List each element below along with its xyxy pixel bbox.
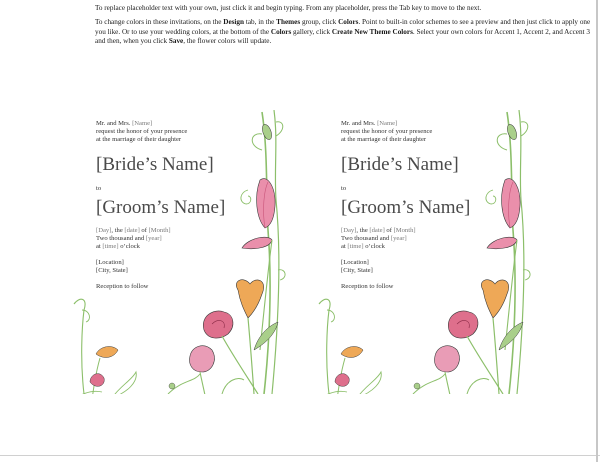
host-prefix: Mr. and Mrs. (96, 120, 133, 127)
bride-name-placeholder[interactable]: [Bride’s Name] (341, 154, 459, 175)
day-placeholder[interactable]: [Day] (96, 227, 112, 234)
page-bottom-margin (0, 394, 600, 462)
time-text: at (341, 243, 348, 250)
instr-text: tab, in the (244, 18, 277, 27)
invitation-card-right (317, 110, 537, 400)
instr-text: To change colors in these invitations, on the (95, 18, 224, 27)
request-line: request the honor of your presence (96, 128, 188, 135)
instr-design: Design (223, 18, 245, 27)
instr-colors-gallery: Colors (270, 27, 292, 36)
reception-line: Reception to follow (341, 283, 394, 290)
year-placeholder[interactable]: [year] (145, 235, 162, 242)
marriage-line: at the marriage of their daughter (96, 136, 182, 143)
year-text: Two thousand and (96, 235, 146, 242)
day-placeholder[interactable]: [Day] (341, 227, 357, 234)
groom-name-placeholder[interactable]: [Groom’s Name] (96, 197, 226, 218)
year-placeholder[interactable]: [year] (390, 235, 407, 242)
year-text: Two thousand and (341, 235, 391, 242)
time-text: o’clock (363, 243, 385, 250)
instruction-1: To replace placeholder text with your own, just click it and begin typing. From any placeholder, press the Tab key to move to the next. (95, 4, 482, 12)
name-placeholder[interactable]: [Name] (377, 120, 398, 127)
invitation-card-left (72, 110, 292, 400)
time-line (96, 243, 140, 251)
host-line (96, 120, 152, 128)
instructions (95, 4, 595, 52)
page-right-edge (596, 0, 598, 462)
request-line: request the honor of your presence (341, 128, 433, 135)
marriage-line: at the marriage of their daughter (341, 136, 427, 143)
bride-name-placeholder[interactable]: [Bride’s Name] (96, 154, 214, 175)
date-line (341, 227, 416, 235)
location-placeholder[interactable]: [Location] (341, 259, 369, 266)
location-placeholder[interactable]: [Location] (96, 259, 124, 266)
instr-text: gallery, click (291, 27, 332, 36)
year-line (96, 235, 162, 243)
page-bottom-rule (0, 455, 600, 456)
date-placeholder[interactable]: [date] (124, 227, 140, 234)
instr-text: group, click (300, 18, 339, 27)
date-placeholder[interactable]: [date] (369, 227, 385, 234)
date-line (96, 227, 171, 235)
groom-name-placeholder[interactable]: [Groom’s Name] (341, 197, 471, 218)
instr-themes: Themes (276, 18, 301, 27)
host-line (341, 120, 397, 128)
time-line (341, 243, 385, 251)
instr-text: . Point to built-in color schemes to see a preview and then just click to apply one you like. Or to use your wedding colors, at the bottom of the (95, 18, 591, 36)
month-placeholder[interactable]: [Month] (148, 227, 171, 234)
instr-colors: Colors (338, 18, 359, 27)
city-state-placeholder[interactable]: [City, State] (96, 267, 128, 274)
time-placeholder[interactable]: [time] (102, 243, 119, 250)
date-text: , the (111, 227, 125, 234)
instr-text: . Select your own colors for Accent 1, Accent 2, and Accent 3 and then, when you click (95, 27, 590, 46)
instr-text: , the flower colors will update. (183, 37, 272, 46)
to-label: to (341, 185, 347, 192)
city-state-placeholder[interactable]: [City, State] (341, 267, 373, 274)
instr-create: Create New Theme Colors (331, 27, 413, 36)
year-line (341, 235, 407, 243)
name-placeholder[interactable]: [Name] (132, 120, 153, 127)
instruction-2 (95, 18, 595, 46)
date-text: of (384, 227, 394, 234)
reception-line: Reception to follow (96, 283, 149, 290)
instr-save: Save (168, 37, 184, 46)
date-text: , the (356, 227, 370, 234)
to-label: to (96, 185, 102, 192)
month-placeholder[interactable]: [Month] (393, 227, 416, 234)
date-text: of (139, 227, 149, 234)
time-text: at (96, 243, 103, 250)
host-prefix: Mr. and Mrs. (341, 120, 378, 127)
time-text: o’clock (118, 243, 140, 250)
time-placeholder[interactable]: [time] (347, 243, 364, 250)
